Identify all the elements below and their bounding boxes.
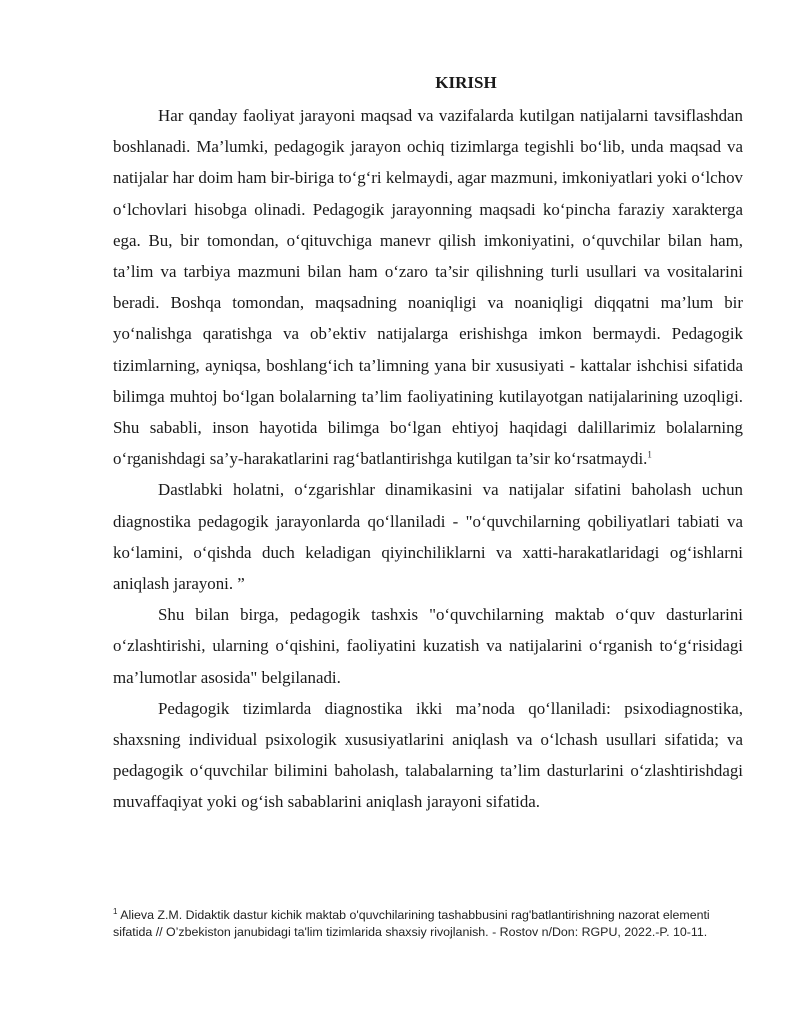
footnote-reference: 1 xyxy=(647,449,652,460)
paragraph-2-text: Dastlabki holatni, o‘zgarishlar dinamikasini va natijalar sifatini baholash uchun diagnostika pedagogik jarayonlarda qo‘llaniladi - "o‘quvchilarning qobiliyatlari tabiati va ko‘lamini, o‘qishda duch keladigan qiyinchiliklarni va xatti-harakatlaridagi og‘ishlarni aniqlash jarayoni. ” xyxy=(113,480,743,594)
paragraph-3-text: Shu bilan birga, pedagogik tashxis "o‘quvchilarning maktab o‘quv dasturlarini o‘zlashtirishi, ularning o‘qishini, faoliyatini kuzatish va natijalarini o‘rganish to‘g‘risidagi ma’lumotlar asosida" belgilanadi. xyxy=(113,605,743,687)
paragraph-4-text: Pedagogik tizimlarda diagnostika ikki ma’noda qo‘llaniladi: psixodiagnostika, shaxsning individual psixologik xususiyatlarini aniqlash va o‘lchash usullari sifatida; va pedagogik o‘quvchilar bilimini baholash, talabalarning ta’lim dasturlarini o‘zlashtirishdagi muvaffaqiyat yoki og‘ish sabablarini aniqlash jarayoni sifatida. xyxy=(113,698,743,812)
footnote-number: 1 xyxy=(113,906,118,916)
paragraph-4 xyxy=(113,693,743,818)
document-body xyxy=(113,60,743,818)
paragraph-1 xyxy=(113,100,743,474)
paragraph-3 xyxy=(113,599,743,693)
footnote-text: Alieva Z.M. Didaktik dastur kichik maktab o'quvchilarining tashabbusini rag'batlantirishning nazorat elementi sifatida // O’zbekiston janubidagi ta'lim tizimlarida shaxsiy rivojlanish. - Rostov n/Don: RGPU, 2022.-P. 10-11. xyxy=(113,908,710,939)
paragraph-1-text: Har qanday faoliyat jarayoni maqsad va vazifalarda kutilgan natijalarni tavsiflashdan boshlanadi. Ma’lumki, pedagogik jarayon ochiq tizimlarga tegishli bo‘lib, unda maqsad va natijalar har doim ham bir-biriga to‘g‘ri kelmaydi, agar mazmuni, imkoniyatlari yoki o‘lchov o‘lchovlari hisobga olinadi. Pedagogik jarayonning maqsadi ko‘pincha faraziy xarakterga ega. Bu, bir tomondan, o‘qituvchiga manevr qilish imkoniyatini, o‘quvchilar bilan ham, ta’lim va tarbiya mazmuni bilan ham o‘zaro ta’sir qilishning turli usullari va vositalarini beradi. Boshqa tomondan, maqsadning noaniqligi va noaniqligi diqqatni ma’lum bir yo‘nalishga qaratishga va ob’ektiv natijalarga erishishga imkon bermaydi. Pedagogik tizimlarning, ayniqsa, boshlang‘ich ta’limning yana bir xususiyati - kattalar ishchisi sifatida bilimga muhtoj bo‘lgan bolalarning ta’lim faoliyatining kutilayotgan natijalarining uzoqligi. Shu sababli, inson hayotida bilimga bo‘lgan ehtiyoj haqidagi dalillarimiz bolalarning o‘rganishdagi sa’y-harakatlarini rag‘batlantirishga kutilgan ta’sir ko‘rsatmaydi. xyxy=(113,106,743,469)
footnote xyxy=(113,907,743,940)
paragraph-2 xyxy=(113,474,743,599)
page-title: KIRISH xyxy=(435,73,497,92)
